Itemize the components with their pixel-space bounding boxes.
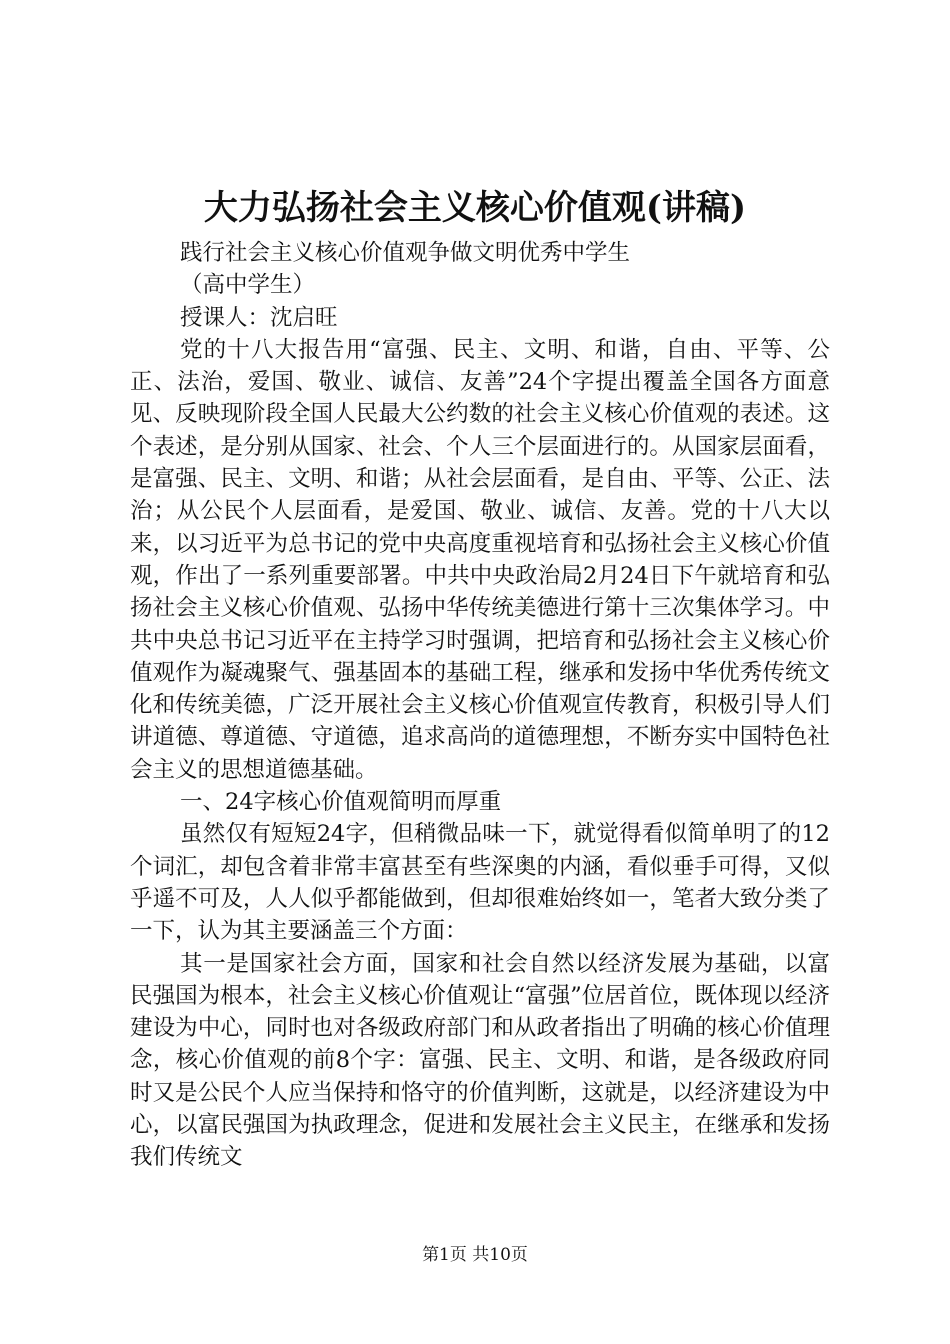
document-title: 大力弘扬社会主义核心价值观(讲稿) [203,188,747,228]
document-body [130,237,830,1174]
body-paragraph: 其一是国家社会方面，国家和社会自然以经济发展为基础，以富民强国为根本，社会主义核心价值观让“富强”位居首位，既体现以经济建设为中心，同时也对各级政府部门和从政者指出了明确的核心价值理念，核心价值观的前8个字：富强、民主、文明、和谐，是各级政府同时又是公民个人应当保持和恪守的价值判断，这就是，以经济建设为中心，以富民强国为执政理念，促进和发展社会主义民主，在继承和发扬我们传统文 [130,950,830,1171]
body-paragraph: 虽然仅有短短24字，但稍微品味一下，就觉得看似简单明了的12个词汇，却包含着非常丰富甚至有些深奥的内涵，看似垂手可得，又似乎遥不可及，人人似乎都能做到，但却很难始终如一，笔者大致分类了一下，认为其主要涵盖三个方面： [130,821,830,945]
page-number-footer: 第1页 共10页 [422,1245,528,1265]
audience-line: （高中学生） [180,272,316,299]
lecturer-line: 授课人：沈启旺 [180,304,338,331]
body-paragraph: 党的十八大报告用“富强、民主、文明、和谐，自由、平等、公正、法治，爱国、敬业、诚信、友善”24个字提出覆盖全国各方面意见、反映现阶段全国人民最大公约数的社会主义核心价值观的表述。这个表述，是分别从国家、社会、个人三个层面进行的。从国家层面看，是富强、民主、文明、和谐；从社会层面看，是自由、平等、公正、法治；从公民个人层面看，是爱国、敬业、诚信、友善。党的十八大以来，以习近平为总书记的党中央高度重视培育和弘扬社会主义核心价值观，作出了一系列重要部署。中共中央政治局2月24日下午就培育和弘扬社会主义核心价值观、弘扬中华传统美德进行第十三次集体学习。中共中央总书记习近平在主持学习时强调，把培育和弘扬社会主义核心价值观作为凝魂聚气、强基固本的基础工程，继承和发扬中华优秀传统文化和传统美德，广泛开展社会主义核心价值观宣传教育，积极引导人们讲道德、尊道德、守道德，追求高尚的道德理想，不断夯实中国特色社会主义的思想道德基础。 [130,336,830,783]
subtitle-line: 践行社会主义核心价值观争做文明优秀中学生 [180,240,631,266]
section-heading: 一、24字核心价值观简明而厚重 [180,789,502,816]
